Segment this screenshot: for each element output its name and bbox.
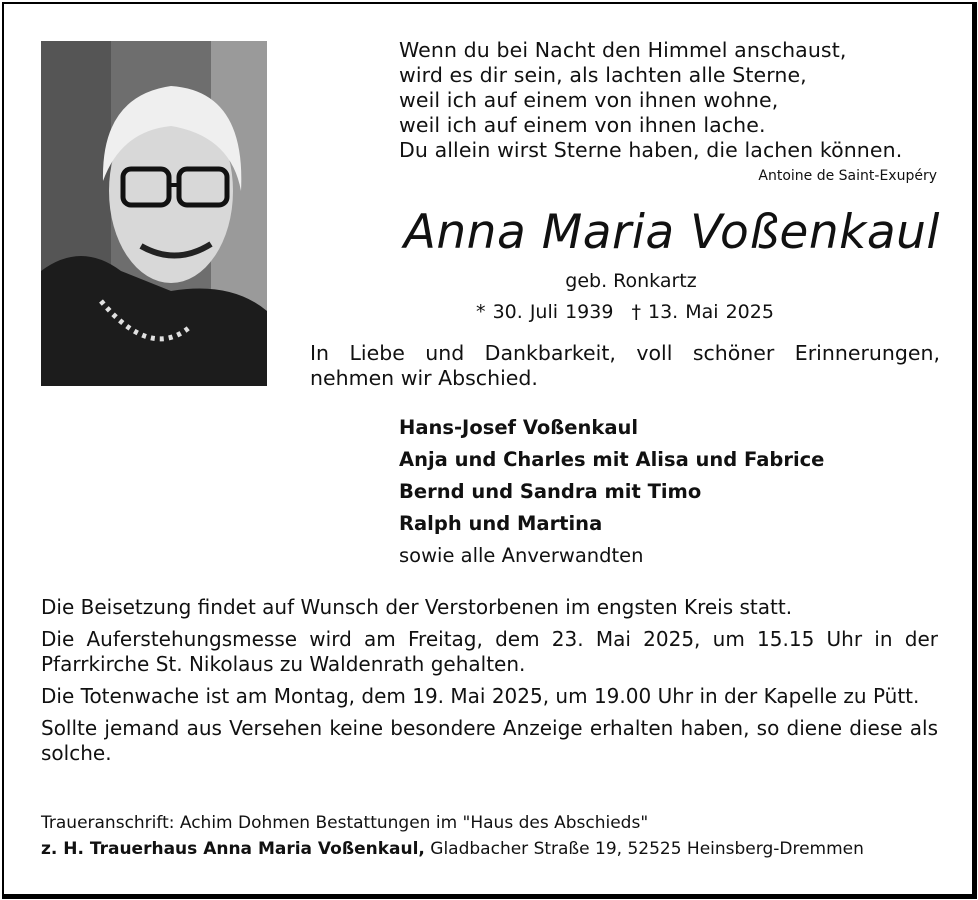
birth-date: * 30. Juli 1939 [476,301,614,323]
address-recipient: z. H. Trauerhaus Anna Maria Voßenkaul, [41,839,425,859]
farewell-text: In Liebe und Dankbarkeit, voll schöner Erinnerungen, nehmen wir Abschied. [310,341,940,390]
address-street: Gladbacher Straße 19, 52525 Heinsberg-Dremmen [424,839,864,859]
notice-paragraph: Die Auferstehungsmesse wird am Freitag, dem 23. Mai 2025, um 15.15 Uhr in der Pfarrkirche St. Nikolaus zu Waldenrath gehalten. [41,627,938,676]
poem-line: Wenn du bei Nacht den Himmel anschaust, [399,38,847,62]
mourners-list [399,412,939,572]
mourner: Hans-Josef Voßenkaul [399,416,639,439]
mourner: Anja und Charles mit Alisa und Fabrice [399,448,825,471]
poem-line: Du allein wirst Sterne haben, die lachen können. [399,138,903,162]
mourner: Ralph und Martina [399,512,603,535]
poem-line: wird es dir sein, als lachten alle Sterne, [399,63,807,87]
notice-paragraph: Sollte jemand aus Versehen keine besondere Anzeige erhalten haben, so diene diese als solche. [41,716,938,765]
poem-author: Antoine de Saint-Exupéry [758,168,937,184]
address-line-2 [41,836,941,862]
death-date: † 13. Mai 2025 [631,301,774,323]
poem [399,38,944,163]
poem-line: weil ich auf einem von ihnen lache. [399,113,766,137]
poem-line: weil ich auf einem von ihnen wohne, [399,88,779,112]
portrait-photo [41,41,267,386]
mourner: Bernd und Sandra mit Timo [399,480,702,503]
funeral-notices [41,595,938,773]
notice-paragraph: Die Totenwache ist am Montag, dem 19. Mai 2025, um 19.00 Uhr in der Kapelle zu Pütt. [41,684,920,708]
notice-paragraph: Die Beisetzung findet auf Wunsch der Verstorbenen im engsten Kreis statt. [41,595,793,619]
birth-name: geb. Ronkartz [565,270,697,292]
address-line-1: Traueranschrift: Achim Dohmen Bestattungen im "Haus des Abschieds" [41,813,649,833]
portrait-photo-image [41,41,267,386]
life-dates [310,301,940,323]
mourning-address [41,810,941,862]
deceased-name: Anna Maria Voßenkaul [403,205,940,260]
mourners-rest: sowie alle Anverwandten [399,544,644,567]
